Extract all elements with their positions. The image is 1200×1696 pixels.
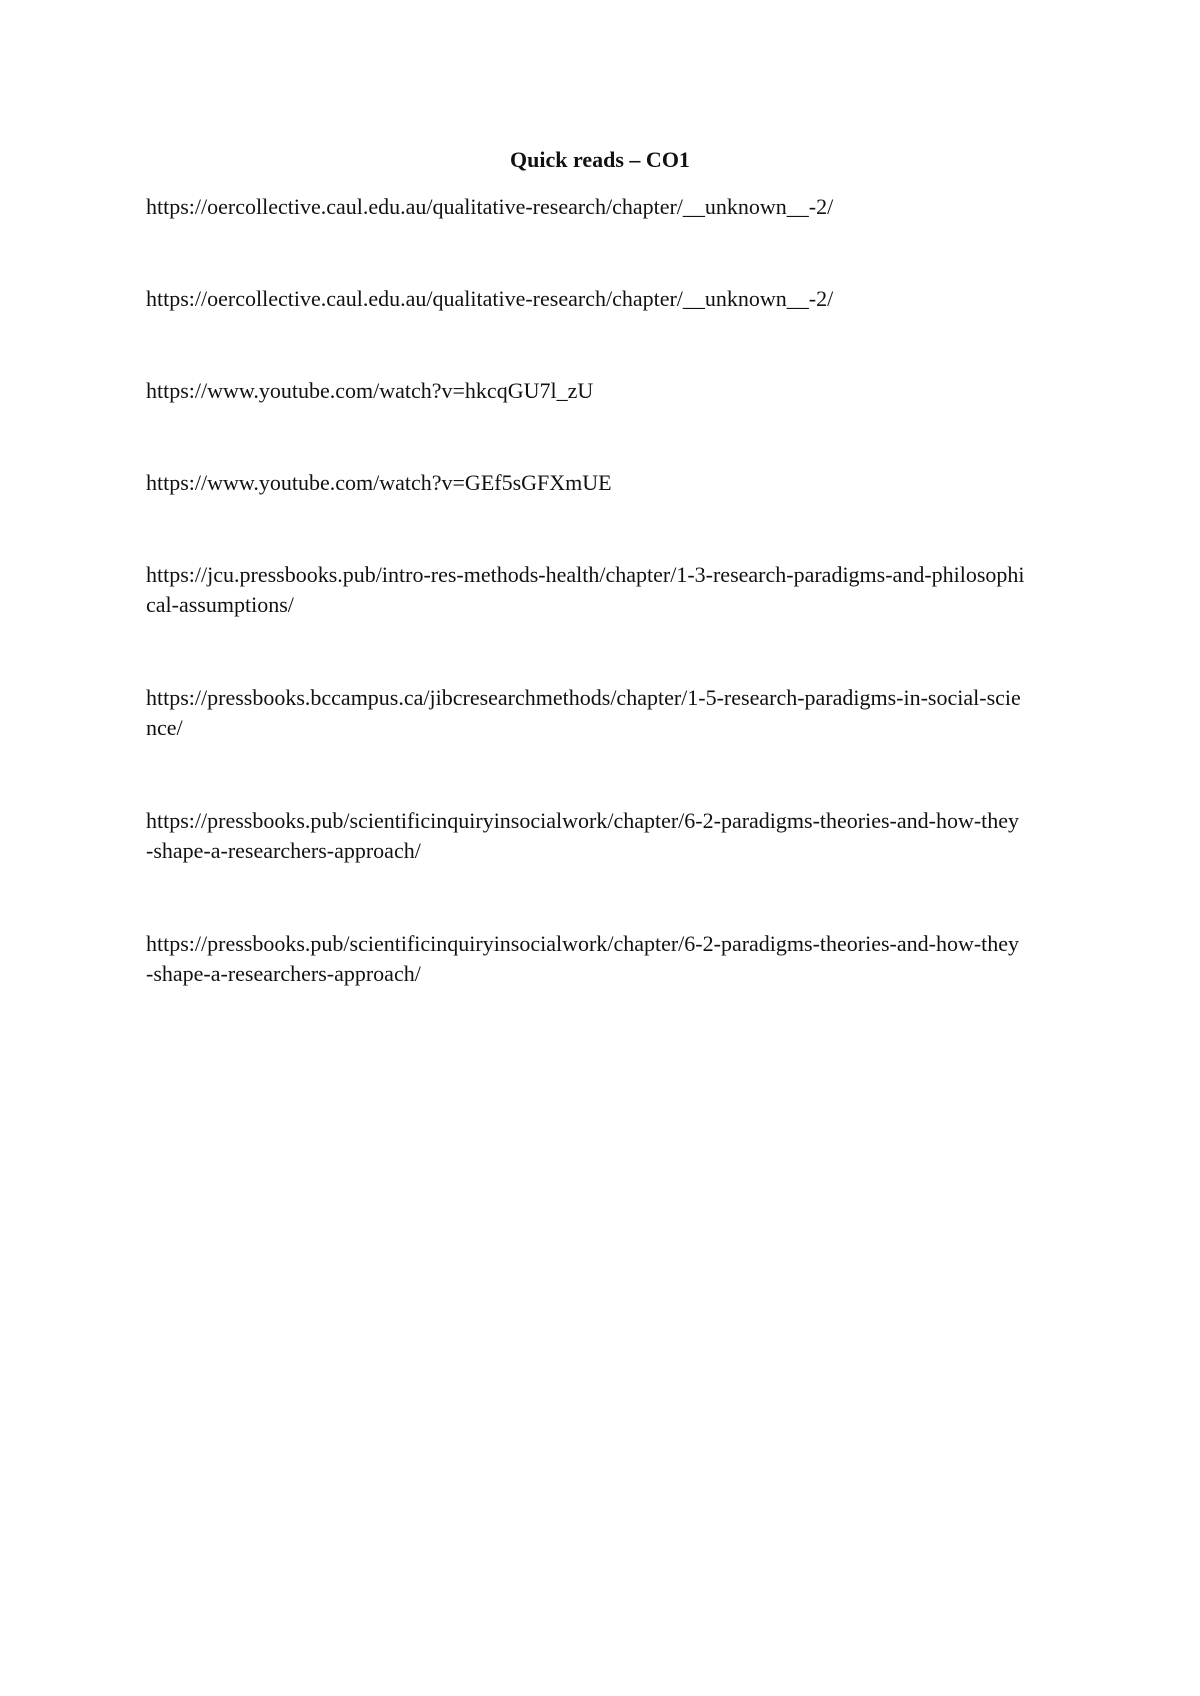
link-item: https://oercollective.caul.edu.au/qualitative-research/chapter/__unknown__-2/	[146, 286, 834, 311]
link-item: https://www.youtube.com/watch?v=GEf5sGFXmUE	[146, 470, 612, 495]
link-item: https://pressbooks.pub/scientificinquiryinsocialwork/chapter/6-2-paradigms-theories-and-how-they-shape-a-researchers-approach/	[146, 808, 1020, 863]
link-item: https://pressbooks.pub/scientificinquiryinsocialwork/chapter/6-2-paradigms-theories-and-how-they-shape-a-researchers-approach/	[146, 931, 1020, 986]
link-item: https://oercollective.caul.edu.au/qualitative-research/chapter/__unknown__-2/	[146, 194, 834, 219]
link-item: https://www.youtube.com/watch?v=hkcqGU7l_zU	[146, 378, 594, 403]
link-item: https://pressbooks.bccampus.ca/jibcresearchmethods/chapter/1-5-research-paradigms-in-social-science/	[146, 685, 1021, 740]
page-title: Quick reads – CO1	[510, 147, 690, 172]
link-list	[146, 192, 1026, 1052]
link-item: https://jcu.pressbooks.pub/intro-res-methods-health/chapter/1-3-research-paradigms-and-philosophical-assumptions/	[146, 562, 1025, 617]
